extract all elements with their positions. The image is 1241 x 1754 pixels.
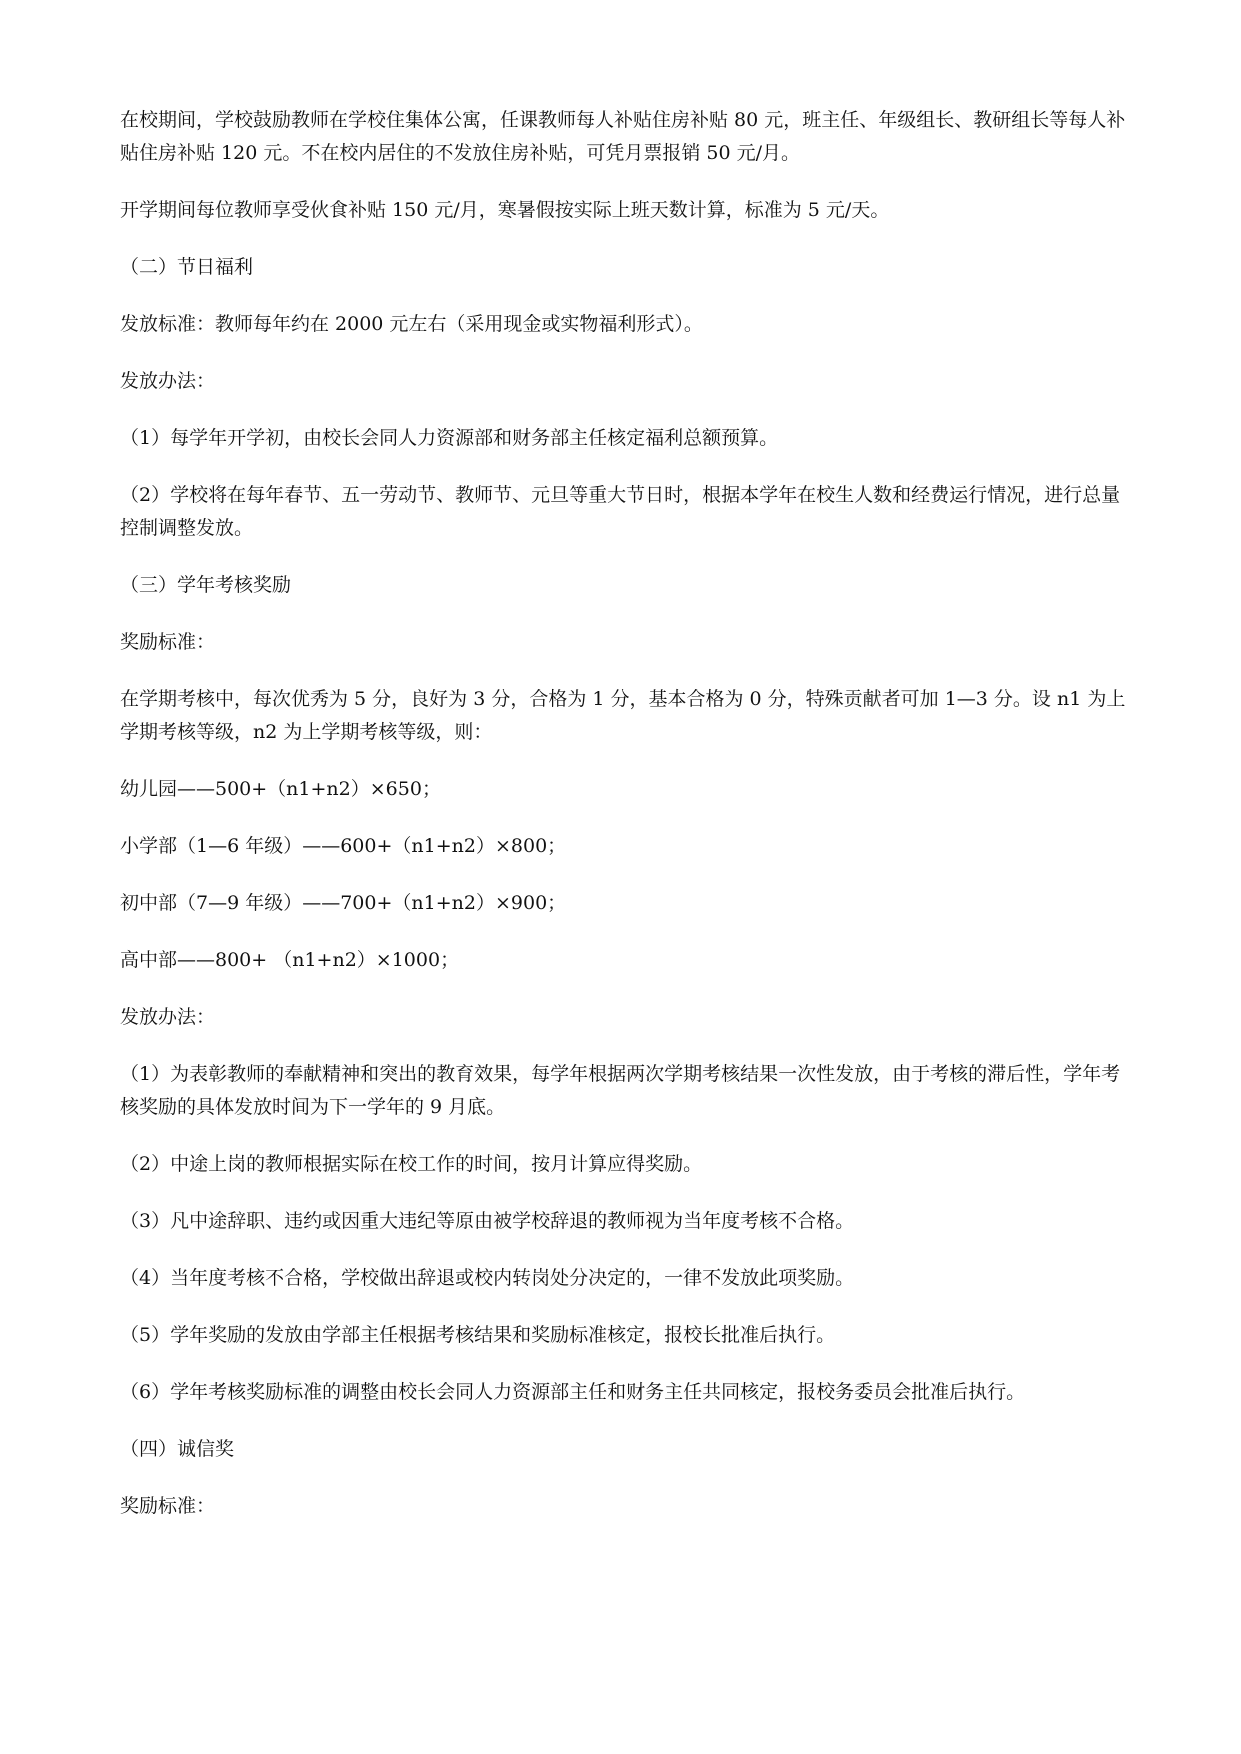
list-item: （3）凡中途辞职、违约或因重大违纪等原由被学校辞退的教师视为当年度考核不合格。 xyxy=(120,1210,855,1232)
list-item: （6）学年考核奖励标准的调整由校长会同人力资源部主任和财务主任共同核定，报校务委员会批准后执行。 xyxy=(120,1381,1026,1403)
formula-senior-high: 高中部——800+ （n1+n2）×1000； xyxy=(120,949,460,971)
list-item: （5）学年奖励的发放由学部主任根据考核结果和奖励标准核定，报校长批准后执行。 xyxy=(120,1324,836,1346)
paragraph-housing-subsidy: 在校期间，学校鼓励教师在学校住集体公寓，任课教师每人补贴住房补贴 80 元，班主任、年级组长、教研组长等每人补贴住房补贴 120 元。不在校内居住的不发放住房补贴，可凭月票报销 50 元/月。 xyxy=(120,109,1126,164)
paragraph-distribution-standard: 发放标准：教师每年约在 2000 元左右（采用现金或实物福利形式）。 xyxy=(120,313,703,335)
paragraph-meal-subsidy: 开学期间每位教师享受伙食补贴 150 元/月，寒暑假按实际上班天数计算，标准为 5 元/天。 xyxy=(120,199,890,221)
formula-kindergarten: 幼儿园——500+（n1+n2）×650； xyxy=(120,778,441,800)
paragraph-scoring-rules: 在学期考核中，每次优秀为 5 分，良好为 3 分，合格为 1 分，基本合格为 0 分，特殊贡献者可加 1—3 分。设 n1 为上学期考核等级，n2 为上学期考核等级，则： xyxy=(120,688,1126,743)
list-item: （4）当年度考核不合格，学校做出辞退或校内转岗处分决定的，一律不发放此项奖励。 xyxy=(120,1267,855,1289)
document-body xyxy=(120,104,1130,1547)
label-distribution-method: 发放办法： xyxy=(120,1006,216,1028)
formula-junior-high: 初中部（7—9 年级）——700+（n1+n2）×900； xyxy=(120,892,567,914)
label-award-standard: 奖励标准： xyxy=(120,1495,216,1517)
list-item: （1）每学年开学初，由校长会同人力资源部和财务部主任核定福利总额预算。 xyxy=(120,427,779,449)
section-heading-integrity-award: （四）诚信奖 xyxy=(120,1438,235,1460)
label-distribution-method: 发放办法： xyxy=(120,370,216,392)
formula-primary: 小学部（1—6 年级）——600+（n1+n2）×800； xyxy=(120,835,567,857)
list-item: （1）为表彰教师的奉献精神和突出的教育效果，每学年根据两次学期考核结果一次性发放，由于考核的滞后性，学年考核奖励的具体发放时间为下一学年的 9 月底。 xyxy=(120,1063,1121,1118)
section-heading-annual-assessment-award: （三）学年考核奖励 xyxy=(120,574,292,596)
list-item: （2）中途上岗的教师根据实际在校工作的时间，按月计算应得奖励。 xyxy=(120,1153,703,1175)
list-item: （2）学校将在每年春节、五一劳动节、教师节、元旦等重大节日时，根据本学年在校生人数和经费运行情况，进行总量控制调整发放。 xyxy=(120,484,1121,539)
label-award-standard: 奖励标准： xyxy=(120,631,216,653)
section-heading-holiday-welfare: （二）节日福利 xyxy=(120,256,254,278)
